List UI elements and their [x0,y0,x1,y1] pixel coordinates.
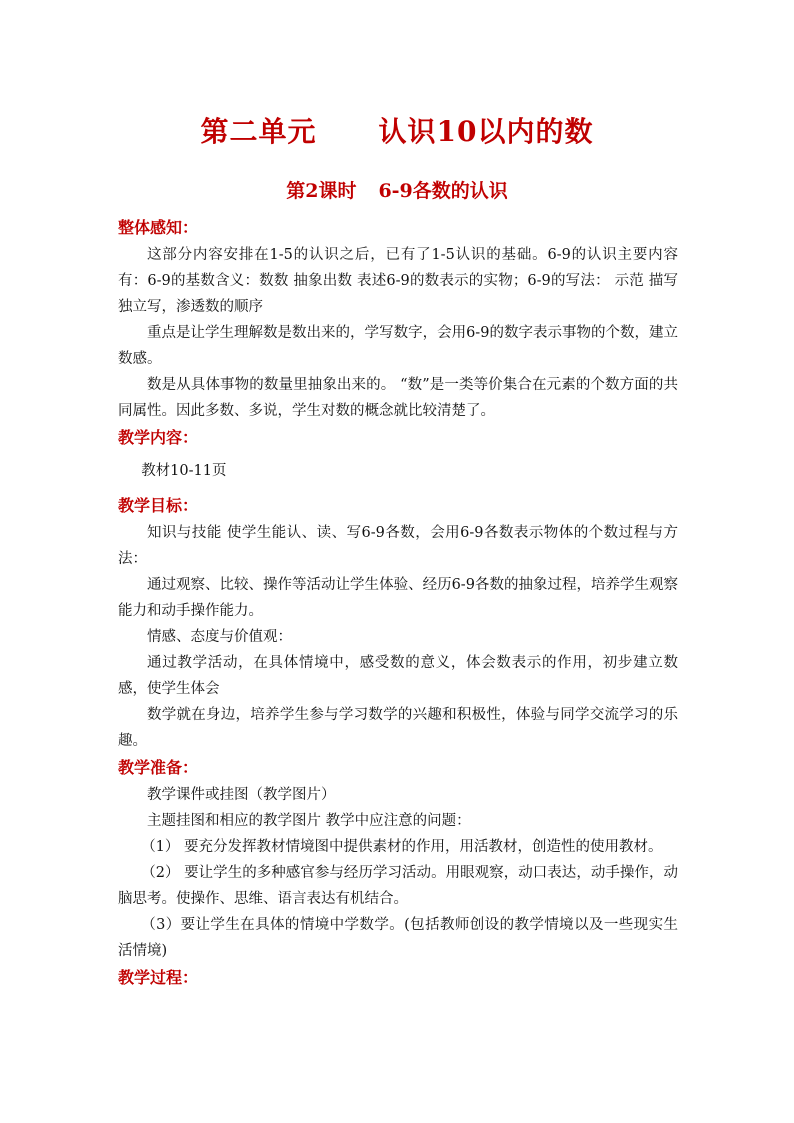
lesson-number: 第2课时 [286,180,357,202]
paragraph: 主题挂图和相应的教学图片 教学中应注意的问题： [147,813,471,829]
paragraph: 教材10-11页 [141,463,227,479]
paragraph: （3）要让学生在具体的情境中学数学。(包括教师创设的教学情境以及一些现实生活情境) [118,917,678,959]
document-title [0,110,794,150]
paragraph: 通过观察、比较、操作等活动让学生体验、经历6-9各数的抽象过程，培养学生观察能力和动手操作能力。 [118,577,678,619]
paragraph: 重点是让学生理解数是数出来的，学写数字，会用6-9的数字表示事物的个数，建立数感。 [118,325,678,367]
section-heading-goals: 教学目标： [118,496,199,515]
paragraph: 数学就在身边，培养学生参与学习数学的兴趣和积极性，体验与同学交流学习的乐趣。 [118,707,678,749]
unit-label: 第二单元 [200,115,317,148]
paragraph: （1） 要充分发挥教材情境图中提供素材的作用，用活教材，创造性的使用教材。 [141,839,663,855]
document-body [118,214,678,992]
paragraph: 数是从具体事物的数量里抽象出来的。 “数”是一类等价集合在元素的个数方面的共同属性。因此多数、多说，学生对数的概念就比较清楚了。 [118,377,678,419]
lesson-topic: 6-9各数的认识 [378,180,508,202]
paragraph: 教学课件或挂图（教学图片） [147,787,336,803]
section-heading-overview: 整体感知： [118,218,199,237]
paragraph: （2） 要让学生的多种感官参与经历学习活动。用眼观察，动口表达，动手操作，动脑思考。使操作、思维、语言表达有机结合。 [118,865,678,907]
section-heading-preparation: 教学准备： [118,758,199,777]
unit-topic: 认识10以内的数 [378,115,594,148]
paragraph: 知识与技能 使学生能认、读、写6-9各数，会用6-9各数表示物体的个数过程与方法： [118,525,678,567]
section-heading-process: 教学过程： [118,968,199,987]
section-heading-content: 教学内容： [118,428,199,447]
paragraph: 情感、态度与价值观： [147,629,292,645]
lesson-subtitle [0,176,794,203]
paragraph: 这部分内容安排在1-5的认识之后，已有了1-5认识的基础。6-9的认识主要内容有：6-9的基数含义：数数 抽象出数 表述6-9的数表示的实物；6-9的写法： 示范 描写 独立写，渗透数的顺序 [118,247,678,315]
paragraph: 通过教学活动，在具体情境中，感受数的意义，体会数表示的作用，初步建立数感，使学生体会 [118,655,678,697]
